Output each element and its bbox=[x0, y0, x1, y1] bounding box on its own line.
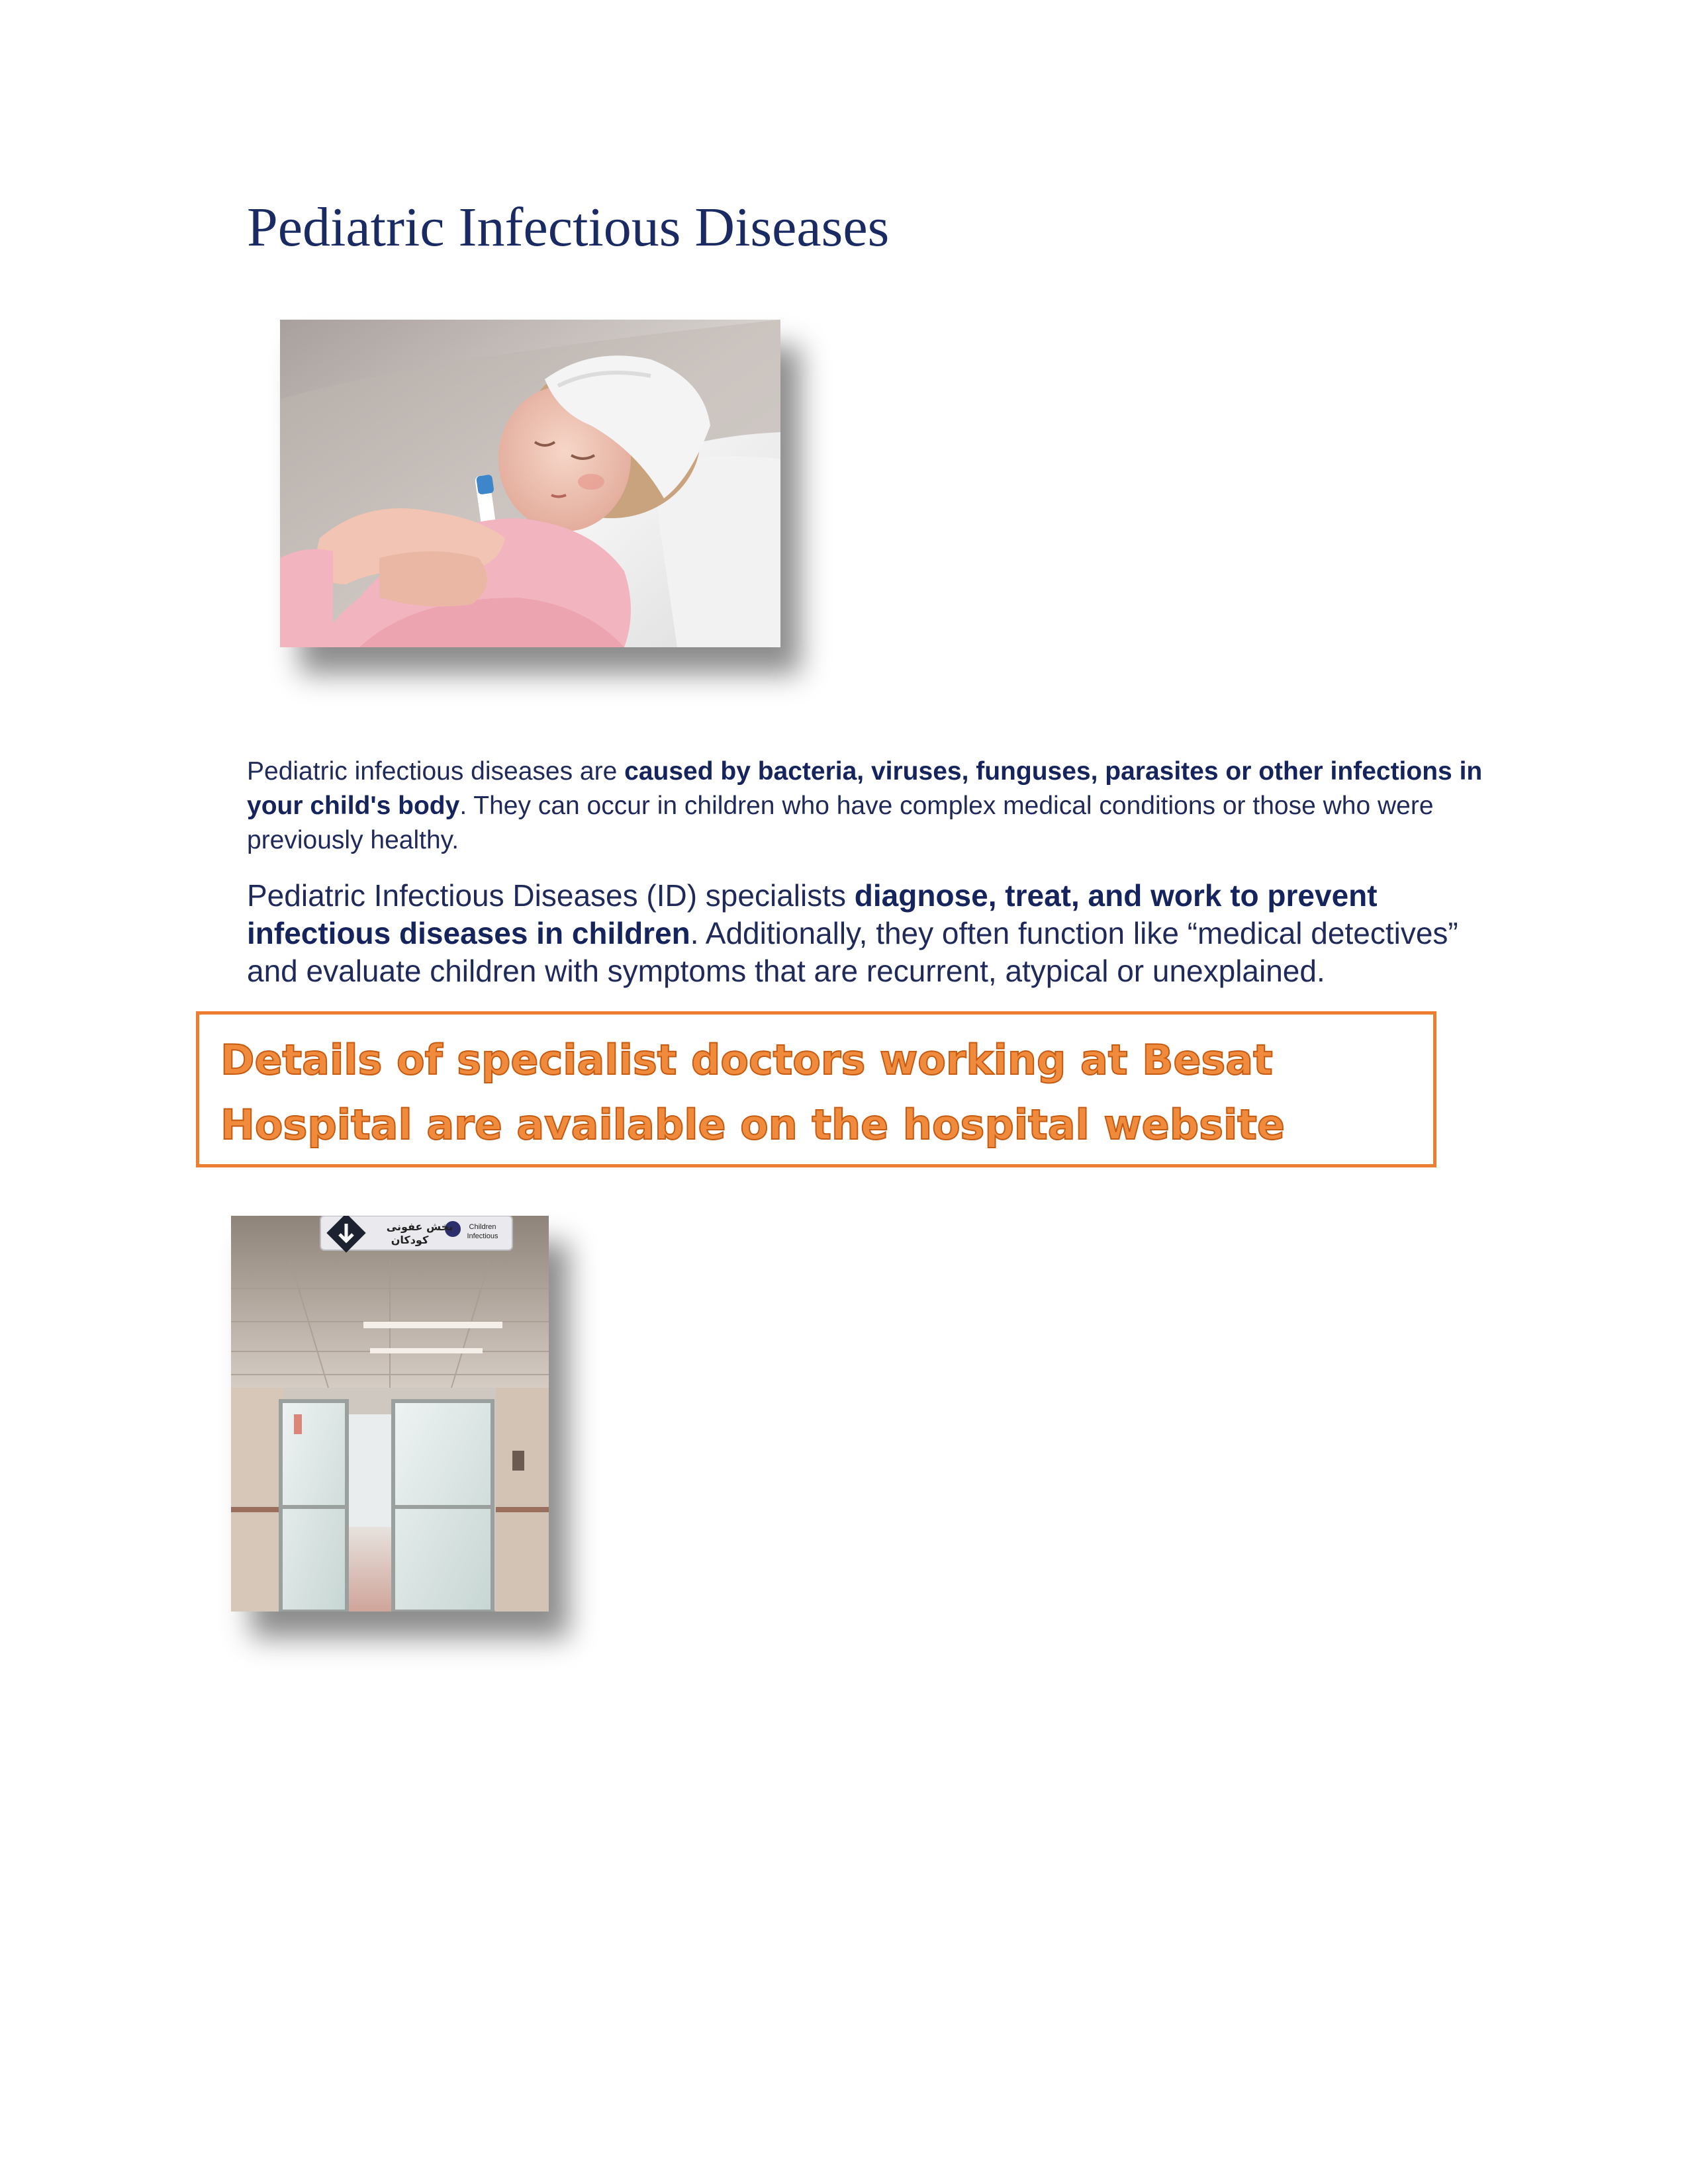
sign-persian-line1: بخش عفونی bbox=[386, 1220, 453, 1233]
hospital-website-notice bbox=[196, 1011, 1436, 1167]
corridor-photo bbox=[231, 1216, 549, 1612]
specialists-intro: Pediatric Infectious Diseases (ID) specialists bbox=[247, 878, 855, 913]
specialists-bold: diagnose, treat, and work to prevent infectious diseases in children bbox=[247, 878, 1378, 950]
sign-english-line1: Children bbox=[469, 1223, 496, 1231]
definition-paragraph bbox=[247, 754, 1491, 858]
notice-text: Details of specialist doctors working at Besat Hospital are available on the hospital website bbox=[220, 1036, 1285, 1149]
sick-child-photo bbox=[280, 320, 780, 647]
specialists-paragraph bbox=[247, 877, 1491, 990]
definition-intro: Pediatric infectious diseases are bbox=[247, 757, 625, 786]
sign-english-line2: Infectious bbox=[467, 1232, 498, 1240]
specialists-rest: . Additionally, they often function like “medical detectives” and evaluate children with symptoms that are recurrent, atypical or unexplained. bbox=[247, 916, 1458, 988]
sign-persian-line2: کودکان bbox=[391, 1234, 429, 1246]
page-title: Pediatric Infectious Diseases bbox=[247, 197, 890, 258]
definition-rest: . They can occur in children who have complex medical conditions or those who were previously healthy. bbox=[247, 792, 1434, 854]
definition-bold: caused by bacteria, viruses, funguses, parasites or other infections in your child's body bbox=[247, 757, 1483, 820]
